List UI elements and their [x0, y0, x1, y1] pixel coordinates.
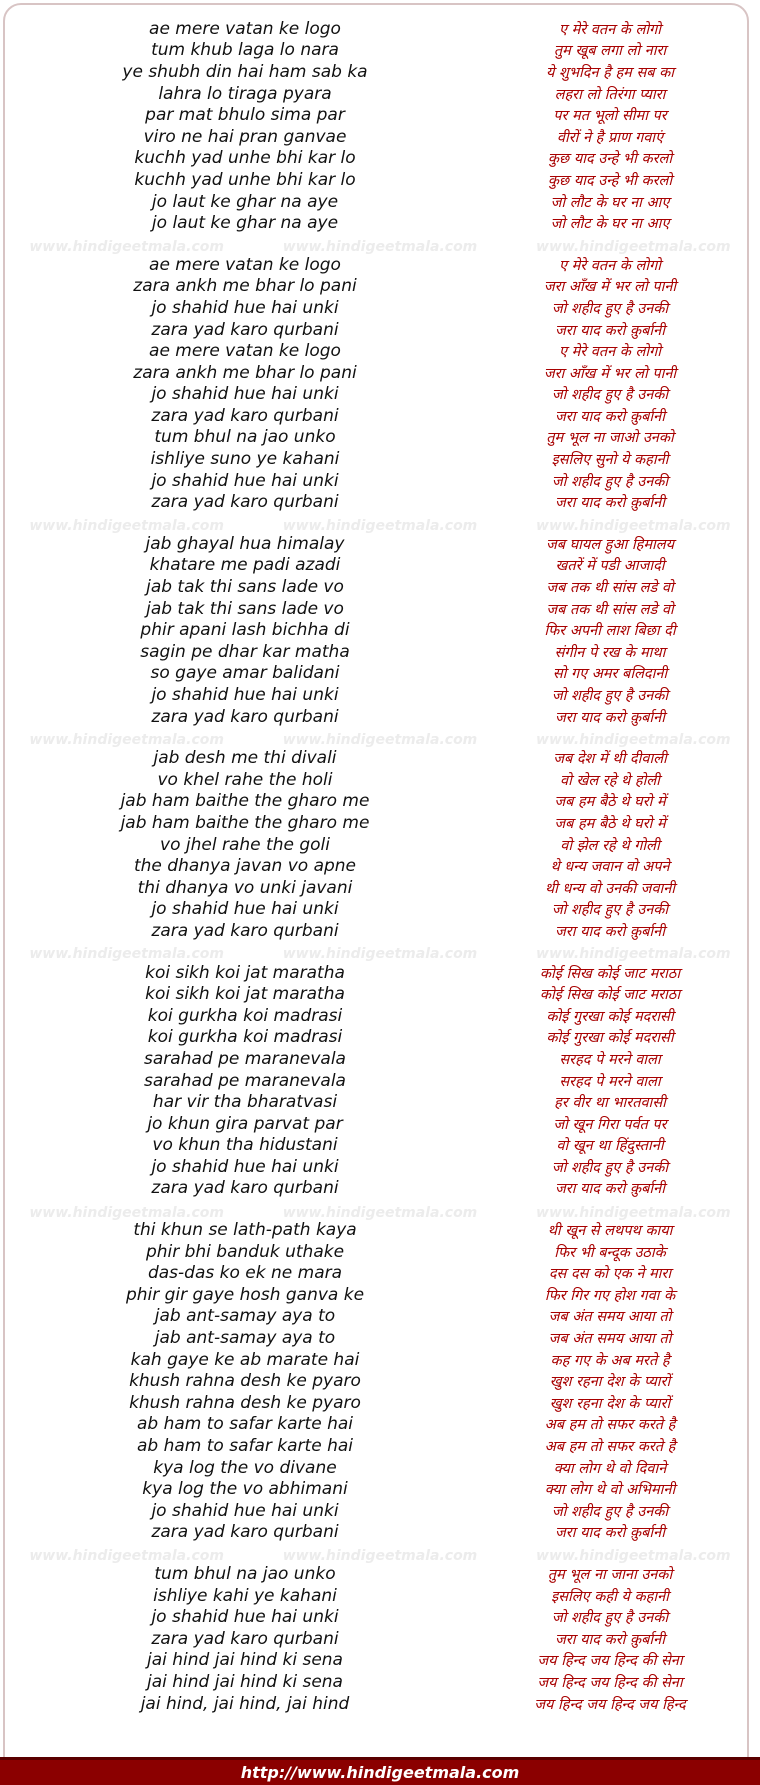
- lyric-roman: the dhanya javan vo apne: [133, 856, 357, 877]
- watermark-text: www.hindigeetmala.com: [536, 1205, 731, 1221]
- lyric-line: [0, 340, 760, 362]
- lyric-hindi: जब देश में थी दीवाली: [553, 751, 667, 768]
- lyric-line: [0, 1478, 760, 1500]
- lyric-line: [0, 427, 760, 449]
- lyric-hindi: खुश रहना देश के प्यारों: [549, 1374, 671, 1391]
- lyric-roman: khush rahna desh ke pyaro: [129, 1392, 361, 1413]
- lyric-hindi: जो शहीद हुए है उनकी: [551, 688, 669, 705]
- lyric-hindi: कोई सिख कोई जाट मराठा: [539, 987, 681, 1004]
- lyric-hindi: तुम भूल ना जाना उनको: [547, 1566, 673, 1583]
- lyric-line: [0, 1671, 760, 1693]
- lyric-roman: khush rahna desh ke pyaro: [129, 1371, 361, 1392]
- watermark-text: www.hindigeetmala.com: [536, 518, 731, 534]
- lyric-roman: jo shahid hue hai unki: [151, 297, 339, 318]
- lyric-line: [0, 1650, 760, 1672]
- footer-bar: [0, 1757, 760, 1785]
- lyric-line: [0, 191, 760, 213]
- lyric-line: [0, 641, 760, 663]
- lyric-line: [0, 254, 760, 276]
- lyric-hindi: जरा याद करो क़ुर्बानी: [555, 1181, 665, 1198]
- lyric-hindi: इसलिए कही ये कहानी: [551, 1588, 669, 1605]
- lyric-hindi: वो झेल रहे थे गोली: [560, 837, 660, 854]
- lyric-line: [0, 1435, 760, 1457]
- lyric-roman: tum bhul na jao unko: [154, 1563, 336, 1584]
- lyric-line: [0, 1563, 760, 1585]
- lyric-line: [0, 1219, 760, 1241]
- lyric-hindi: थी धन्य वो उनकी जवानी: [544, 880, 676, 897]
- lyric-hindi: तुम खूब लगा लो नारा: [553, 43, 667, 60]
- lyric-roman: ab ham to safar karte hai: [136, 1414, 353, 1435]
- lyric-roman: jo laut ke ghar na aye: [151, 213, 339, 234]
- lyric-hindi: वीरों ने है प्राण गवाएं: [556, 129, 664, 146]
- watermark-text: www.hindigeetmala.com: [282, 518, 478, 534]
- lyric-hindi: जब हम बैठे थे घरो में: [554, 794, 666, 811]
- lyric-line: [0, 470, 760, 492]
- lyric-hindi: इसलिए सुनो ये कहानी: [551, 452, 669, 469]
- lyric-roman: koi gurkha koi madrasi: [147, 1005, 343, 1026]
- lyric-hindi: जरा याद करो क़ुर्बानी: [555, 923, 665, 940]
- lyric-roman: vo khun tha hidustani: [152, 1135, 338, 1156]
- watermark-text: www.hindigeetmala.com: [29, 732, 224, 748]
- lyric-roman: kah gaye ke ab marate hai: [130, 1349, 360, 1370]
- lyric-roman: ishliye suno ye kahani: [150, 449, 340, 470]
- lyric-roman: jo khun gira parvat par: [147, 1113, 343, 1134]
- lyric-line: [0, 576, 760, 598]
- lyric-hindi: जरा आँख में भर लो पानी: [543, 365, 677, 382]
- lyric-line: [0, 812, 760, 834]
- lyric-line: [0, 791, 760, 813]
- lyric-roman: zara yad karo qurbani: [151, 1628, 339, 1649]
- stanza: [0, 1563, 760, 1714]
- watermark-text: www.hindigeetmala.com: [29, 946, 224, 962]
- lyric-line: [0, 384, 760, 406]
- lyric-roman: zara yad karo qurbani: [151, 1522, 339, 1543]
- lyric-hindi: जब तक थी सांस लडे वो: [546, 580, 674, 597]
- lyric-roman: das-das ko ek ne mara: [147, 1263, 343, 1284]
- lyric-line: [0, 920, 760, 942]
- lyric-roman: jo shahid hue hai unki: [151, 1500, 339, 1521]
- lyric-line: [0, 663, 760, 685]
- lyric-roman: vo khel rahe the holi: [157, 769, 333, 790]
- lyric-line: [0, 491, 760, 513]
- lyric-roman: koi sikh koi jat maratha: [145, 984, 345, 1005]
- lyric-roman: ae mere vatan ke logo: [149, 341, 341, 362]
- watermark-text: www.hindigeetmala.com: [29, 1548, 224, 1564]
- lyric-hindi: जब अंत समय आया तो: [548, 1331, 672, 1348]
- lyric-hindi: जरा याद करो क़ुर्बानी: [555, 709, 665, 726]
- lyric-hindi: अब हम तो सफर करते है: [544, 1439, 676, 1456]
- lyric-hindi: जब अंत समय आया तो: [548, 1309, 672, 1326]
- lyric-line: [0, 747, 760, 769]
- watermark-text: www.hindigeetmala.com: [282, 1548, 478, 1564]
- lyric-line: [0, 448, 760, 470]
- lyric-hindi: जय हिन्द जय हिन्द की सेना: [537, 1674, 683, 1691]
- watermark-text: www.hindigeetmala.com: [29, 518, 224, 534]
- lyric-hindi: जो शहीद हुए है उनकी: [551, 1503, 669, 1520]
- lyric-line: [0, 855, 760, 877]
- lyric-hindi: वो खून था हिंदुस्तानी: [556, 1138, 664, 1155]
- lyric-hindi: संगीन पे रख के माथा: [554, 644, 666, 661]
- watermark-text: www.hindigeetmala.com: [536, 946, 731, 962]
- lyric-hindi: खतरें में पडी आजादी: [555, 558, 665, 575]
- lyric-line: [0, 297, 760, 319]
- lyric-roman: ishliye kahi ye kahani: [153, 1585, 337, 1606]
- lyric-roman: kuchh yad unhe bhi kar lo: [134, 148, 356, 169]
- lyric-roman: ye shubh din hai ham sab ka: [122, 61, 368, 82]
- lyric-roman: jo shahid hue hai unki: [151, 899, 339, 920]
- lyric-line: [0, 83, 760, 105]
- lyric-line: [0, 1113, 760, 1135]
- lyric-roman: zara yad karo qurbani: [151, 920, 339, 941]
- lyric-roman: jo shahid hue hai unki: [151, 1156, 339, 1177]
- lyrics-content: [0, 18, 760, 1714]
- lyric-roman: jab ham baithe the gharo me: [120, 791, 370, 812]
- lyric-hindi: जो लौट के घर ना आए: [550, 216, 670, 233]
- lyric-line: [0, 1156, 760, 1178]
- stanza: [0, 962, 760, 1200]
- lyric-hindi: लहरा लो तिरंगा प्यारा: [554, 86, 666, 103]
- lyric-hindi: जो शहीद हुए है उनकी: [551, 387, 669, 404]
- watermark-text: www.hindigeetmala.com: [282, 732, 478, 748]
- lyric-line: [0, 684, 760, 706]
- lyric-roman: so gaye amar balidani: [150, 663, 340, 684]
- lyric-hindi: जो शहीद हुए है उनकी: [551, 1159, 669, 1176]
- lyric-roman: kya log the vo divane: [153, 1457, 337, 1478]
- lyric-roman: lahra lo tiraga pyara: [158, 83, 332, 104]
- lyric-line: [0, 212, 760, 234]
- lyric-hindi: जरा याद करो क़ुर्बानी: [555, 408, 665, 425]
- lyric-roman: jai hind, jai hind, jai hind: [140, 1693, 350, 1714]
- lyric-hindi: जो शहीद हुए है उनकी: [551, 1610, 669, 1627]
- lyric-hindi: जरा याद करो क़ुर्बानी: [555, 495, 665, 512]
- lyric-roman: jai hind jai hind ki sena: [147, 1671, 343, 1692]
- lyric-line: [0, 1414, 760, 1436]
- lyric-roman: zara ankh me bhar lo pani: [133, 362, 357, 383]
- lyric-hindi: फिर गिर गए होश गवा के: [544, 1287, 676, 1304]
- stanza: [0, 18, 760, 234]
- lyric-hindi: पर मत भूलो सीमा पर: [553, 108, 667, 125]
- lyric-roman: kuchh yad unhe bhi kar lo: [134, 169, 356, 190]
- lyric-hindi: कुछ याद उन्हे भी करलो: [547, 151, 673, 168]
- lyric-roman: jo laut ke ghar na aye: [151, 191, 339, 212]
- lyric-line: [0, 899, 760, 921]
- lyric-line: [0, 18, 760, 40]
- lyric-line: [0, 1392, 760, 1414]
- lyric-hindi: कोई सिख कोई जाट मराठा: [539, 965, 681, 982]
- lyric-line: [0, 1606, 760, 1628]
- lyric-line: [0, 1091, 760, 1113]
- lyric-roman: sagin pe dhar kar matha: [140, 641, 350, 662]
- lyric-roman: jo shahid hue hai unki: [151, 1607, 339, 1628]
- lyric-roman: jo shahid hue hai unki: [151, 384, 339, 405]
- lyric-line: [0, 362, 760, 384]
- lyric-line: [0, 1070, 760, 1092]
- lyric-hindi: जरा याद करो क़ुर्बानी: [555, 1525, 665, 1542]
- lyric-line: [0, 1349, 760, 1371]
- watermark-text: www.hindigeetmala.com: [536, 239, 731, 255]
- lyric-line: [0, 405, 760, 427]
- lyric-hindi: जरा आँख में भर लो पानी: [543, 279, 677, 296]
- lyric-roman: zara ankh me bhar lo pani: [133, 276, 357, 297]
- lyric-line: [0, 40, 760, 62]
- lyric-line: [0, 1135, 760, 1157]
- lyric-roman: jo shahid hue hai unki: [151, 685, 339, 706]
- lyric-hindi: अब हम तो सफर करते है: [544, 1417, 676, 1434]
- lyric-line: [0, 276, 760, 298]
- watermark-text: www.hindigeetmala.com: [29, 239, 224, 255]
- lyric-line: [0, 1048, 760, 1070]
- lyric-roman: ae mere vatan ke logo: [149, 18, 341, 39]
- lyric-line: [0, 1262, 760, 1284]
- lyric-roman: jab ant-samay aya to: [154, 1328, 336, 1349]
- lyric-roman: jab tak thi sans lade vo: [146, 598, 344, 619]
- lyric-roman: jab ant-samay aya to: [154, 1306, 336, 1327]
- lyric-roman: har vir tha bharatvasi: [152, 1092, 338, 1113]
- lyric-line: [0, 1522, 760, 1544]
- lyric-roman: par mat bhulo sima par: [145, 105, 345, 126]
- lyric-roman: jab tak thi sans lade vo: [146, 577, 344, 598]
- lyric-line: [0, 1370, 760, 1392]
- stanza: [0, 747, 760, 941]
- lyric-line: [0, 706, 760, 728]
- lyric-line: [0, 1178, 760, 1200]
- lyric-line: [0, 148, 760, 170]
- lyric-hindi: जो खून गिरा पर्वत पर: [553, 1116, 667, 1133]
- lyric-roman: thi dhanya vo unki javani: [137, 877, 353, 898]
- lyric-roman: phir gir gaye hosh ganva ke: [125, 1284, 365, 1305]
- lyric-roman: vo jhel rahe the goli: [160, 834, 330, 855]
- stanza: [0, 254, 760, 513]
- lyric-line: [0, 1457, 760, 1479]
- stanza: [0, 1219, 760, 1543]
- lyric-roman: viro ne hai pran ganvae: [143, 126, 347, 147]
- lyric-hindi: ए मेरे वतन के लोगो: [558, 257, 662, 274]
- lyric-hindi: फिर अपनी लाश बिछा दी: [544, 623, 676, 640]
- lyric-roman: tum bhul na jao unko: [154, 427, 336, 448]
- watermark-text: www.hindigeetmala.com: [536, 1548, 731, 1564]
- lyric-hindi: क्या लोग थे वो दिवाने: [553, 1460, 667, 1477]
- lyric-roman: zara yad karo qurbani: [151, 319, 339, 340]
- lyric-hindi: ए मेरे वतन के लोगो: [558, 344, 662, 361]
- lyric-hindi: दस दस को एक ने मारा: [548, 1266, 672, 1283]
- lyric-line: [0, 1585, 760, 1607]
- lyric-hindi: हर वीर था भारतवासी: [554, 1095, 666, 1112]
- lyric-line: [0, 169, 760, 191]
- lyric-line: [0, 1628, 760, 1650]
- lyric-line: [0, 598, 760, 620]
- lyric-roman: khatare me padi azadi: [149, 555, 341, 576]
- lyric-line: [0, 1327, 760, 1349]
- lyric-roman: sarahad pe maranevala: [144, 1070, 346, 1091]
- watermark-text: www.hindigeetmala.com: [29, 1205, 224, 1221]
- lyric-roman: koi gurkha koi madrasi: [147, 1027, 343, 1048]
- lyric-roman: ab ham to safar karte hai: [136, 1436, 353, 1457]
- watermark-text: www.hindigeetmala.com: [536, 732, 731, 748]
- lyric-line: [0, 1500, 760, 1522]
- lyric-roman: sarahad pe maranevala: [144, 1048, 346, 1069]
- lyric-hindi: जरा याद करो क़ुर्बानी: [555, 1631, 665, 1648]
- lyric-hindi: तुम भूल ना जाओ उनको: [546, 430, 674, 447]
- lyric-hindi: फिर भी बन्दूक उठाके: [554, 1244, 666, 1261]
- lyric-roman: jab desh me thi divali: [153, 748, 337, 769]
- lyric-hindi: जो शहीद हुए है उनकी: [551, 300, 669, 317]
- lyric-hindi: जय हिन्द जय हिन्द की सेना: [537, 1653, 683, 1670]
- lyric-line: [0, 769, 760, 791]
- lyric-hindi: थे धन्य जवान वो अपने: [550, 859, 670, 876]
- lyric-roman: jab ghayal hua himalay: [145, 533, 345, 554]
- lyric-line: [0, 533, 760, 555]
- lyric-line: [0, 555, 760, 577]
- lyric-roman: phir apani lash bichha di: [140, 620, 350, 641]
- lyric-line: [0, 104, 760, 126]
- watermark-text: www.hindigeetmala.com: [282, 239, 478, 255]
- lyric-hindi: थी खून से लथपथ काया: [547, 1223, 673, 1240]
- lyric-roman: tum khub laga lo nara: [151, 40, 339, 61]
- lyric-line: [0, 1241, 760, 1263]
- lyric-hindi: वो खेल रहे थे होली: [560, 772, 660, 789]
- lyric-line: [0, 619, 760, 641]
- lyric-hindi: कोई गुरखा कोई मदरासी: [546, 1030, 674, 1047]
- lyric-line: [0, 983, 760, 1005]
- lyric-hindi: क्या लोग थे वो अभिमानी: [544, 1482, 676, 1499]
- lyric-line: [0, 834, 760, 856]
- lyric-roman: zara yad karo qurbani: [151, 492, 339, 513]
- watermark-text: www.hindigeetmala.com: [282, 946, 478, 962]
- lyric-line: [0, 1005, 760, 1027]
- lyric-line: [0, 61, 760, 83]
- lyric-hindi: जय हिन्द जय हिन्द जय हिन्द: [534, 1696, 686, 1713]
- lyric-hindi: ये शुभदिन है हम सब का: [545, 64, 675, 81]
- lyric-hindi: जब घायल हुआ हिमालय: [545, 536, 675, 553]
- lyric-roman: zara yad karo qurbani: [151, 405, 339, 426]
- lyric-hindi: सरहद पे मरने वाला: [559, 1073, 661, 1090]
- lyric-roman: jai hind jai hind ki sena: [147, 1650, 343, 1671]
- watermark-text: www.hindigeetmala.com: [282, 1205, 478, 1221]
- lyric-hindi: सो गए अमर बलिदानी: [552, 666, 668, 683]
- lyric-line: [0, 1693, 760, 1715]
- lyric-hindi: जो लौट के घर ना आए: [550, 194, 670, 211]
- lyric-roman: phir bhi banduk uthake: [145, 1241, 345, 1262]
- lyric-hindi: कोई गुरखा कोई मदरासी: [546, 1008, 674, 1025]
- lyric-hindi: जब हम बैठे थे घरो में: [554, 815, 666, 832]
- lyric-roman: kya log the vo abhimani: [142, 1479, 348, 1500]
- lyric-roman: koi sikh koi jat maratha: [145, 962, 345, 983]
- lyric-hindi: ए मेरे वतन के लोगो: [558, 21, 662, 38]
- lyric-roman: ae mere vatan ke logo: [149, 254, 341, 275]
- lyric-line: [0, 1284, 760, 1306]
- lyric-hindi: जब तक थी सांस लडे वो: [546, 601, 674, 618]
- lyric-hindi: जो शहीद हुए है उनकी: [551, 902, 669, 919]
- lyric-roman: thi khun se lath-path kaya: [133, 1220, 357, 1241]
- lyric-hindi: कह गए के अब मरते है: [550, 1352, 670, 1369]
- lyric-roman: jab ham baithe the gharo me: [120, 812, 370, 833]
- lyric-roman: zara yad karo qurbani: [151, 1178, 339, 1199]
- lyric-line: [0, 962, 760, 984]
- lyric-line: [0, 877, 760, 899]
- lyric-hindi: खुश रहना देश के प्यारों: [549, 1395, 671, 1412]
- lyric-roman: jo shahid hue hai unki: [151, 470, 339, 491]
- lyric-hindi: जो शहीद हुए है उनकी: [551, 473, 669, 490]
- lyric-line: [0, 1027, 760, 1049]
- lyric-roman: zara yad karo qurbani: [151, 706, 339, 727]
- stanza: [0, 533, 760, 727]
- lyric-hindi: सरहद पे मरने वाला: [559, 1051, 661, 1068]
- footer-site-link[interactable]: http://www.hindigeetmala.com: [240, 1763, 520, 1782]
- lyric-hindi: कुछ याद उन्हे भी करलो: [547, 172, 673, 189]
- lyric-hindi: जरा याद करो क़ुर्बानी: [555, 322, 665, 339]
- lyric-line: [0, 1306, 760, 1328]
- lyric-line: [0, 319, 760, 341]
- lyric-line: [0, 126, 760, 148]
